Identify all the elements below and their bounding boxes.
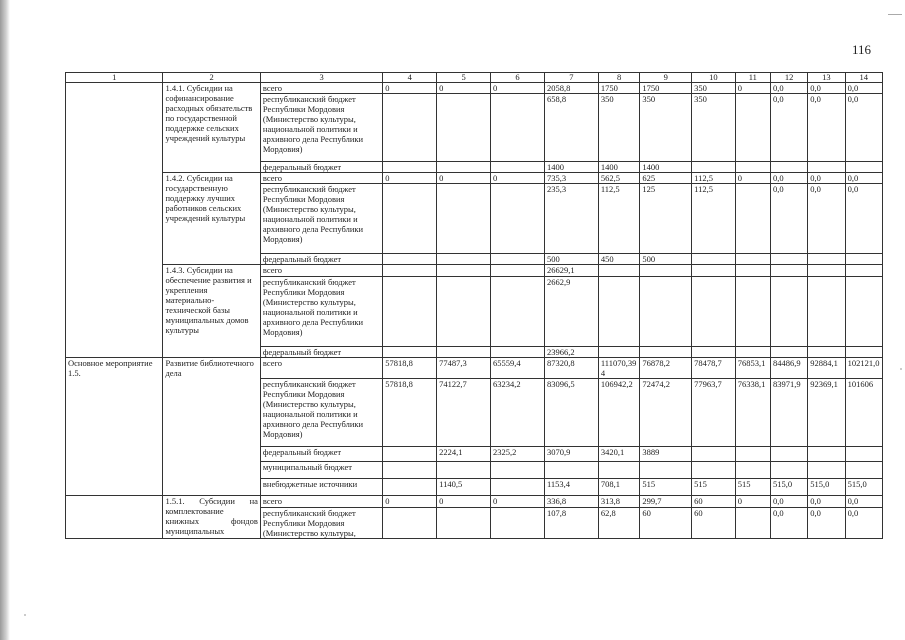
table-row bbox=[66, 83, 883, 94]
column-header: 9 bbox=[640, 73, 692, 83]
value-cell: 0 bbox=[383, 496, 437, 508]
subsidy-name: 1.4.3. Субсидии на обеспечение развития и укрепления материально-технической базы муниципальных домов культуры bbox=[163, 265, 260, 358]
subsidy-name: Развитие библиотечного дела bbox=[163, 358, 260, 496]
column-header: 5 bbox=[437, 73, 491, 83]
value-cell bbox=[845, 265, 882, 277]
value-cell bbox=[735, 184, 770, 254]
value-cell: 515 bbox=[735, 479, 770, 496]
value-cell bbox=[735, 254, 770, 265]
value-cell: 0,0 bbox=[770, 94, 807, 162]
value-cell: 0,0 bbox=[845, 94, 882, 162]
value-cell bbox=[491, 479, 545, 496]
value-cell bbox=[491, 94, 545, 162]
scan-corner-mark bbox=[888, 14, 902, 15]
value-cell: 515,0 bbox=[770, 479, 807, 496]
value-cell: 3070,9 bbox=[544, 447, 598, 462]
column-header: 8 bbox=[598, 73, 639, 83]
value-cell: 57818,8 bbox=[383, 379, 437, 447]
value-cell: 735,3 bbox=[544, 173, 598, 184]
value-cell bbox=[437, 184, 491, 254]
funding-source: всего bbox=[260, 265, 382, 277]
value-cell bbox=[845, 254, 882, 265]
value-cell: 625 bbox=[640, 173, 692, 184]
scan-speck bbox=[24, 614, 26, 616]
value-cell: 112,5 bbox=[598, 184, 639, 254]
table-row bbox=[66, 265, 883, 277]
value-cell bbox=[491, 347, 545, 358]
value-cell: 92369,1 bbox=[808, 379, 845, 447]
value-cell: 0 bbox=[437, 173, 491, 184]
value-cell: 0 bbox=[383, 173, 437, 184]
value-cell bbox=[770, 265, 807, 277]
value-cell bbox=[640, 347, 692, 358]
value-cell: 350 bbox=[598, 94, 639, 162]
value-cell bbox=[808, 347, 845, 358]
value-cell bbox=[491, 508, 545, 539]
value-cell bbox=[735, 277, 770, 347]
value-cell: 60 bbox=[692, 508, 736, 539]
table-row bbox=[66, 173, 883, 184]
value-cell bbox=[437, 277, 491, 347]
value-cell: 0 bbox=[735, 83, 770, 94]
value-cell bbox=[640, 277, 692, 347]
value-cell: 0,0 bbox=[770, 496, 807, 508]
value-cell: 235,3 bbox=[544, 184, 598, 254]
value-cell: 1750 bbox=[598, 83, 639, 94]
value-cell bbox=[383, 347, 437, 358]
value-cell: 0,0 bbox=[808, 496, 845, 508]
budget-table bbox=[65, 72, 883, 539]
value-cell bbox=[735, 265, 770, 277]
value-cell bbox=[383, 184, 437, 254]
value-cell: 0,0 bbox=[845, 173, 882, 184]
value-cell: 125 bbox=[640, 184, 692, 254]
value-cell bbox=[437, 265, 491, 277]
value-cell: 65559,4 bbox=[491, 358, 545, 379]
value-cell bbox=[491, 184, 545, 254]
value-cell: 0,0 bbox=[845, 508, 882, 539]
value-cell bbox=[598, 347, 639, 358]
value-cell: 708,1 bbox=[598, 479, 639, 496]
value-cell: 63234,2 bbox=[491, 379, 545, 447]
value-cell: 0,0 bbox=[770, 173, 807, 184]
value-cell: 0,0 bbox=[770, 184, 807, 254]
value-cell bbox=[692, 265, 736, 277]
table-row bbox=[66, 358, 883, 379]
funding-source: республиканский бюджет Республики Мордовия (Министерство культуры, национальной политики и архивного дела Республики Мордовия) bbox=[260, 277, 382, 347]
value-cell: 0 bbox=[437, 83, 491, 94]
value-cell bbox=[383, 479, 437, 496]
column-header: 11 bbox=[735, 73, 770, 83]
column-header-row bbox=[66, 73, 883, 83]
value-cell bbox=[437, 347, 491, 358]
value-cell: 1400 bbox=[544, 162, 598, 173]
value-cell bbox=[383, 462, 437, 479]
value-cell bbox=[770, 447, 807, 462]
value-cell: 299,7 bbox=[640, 496, 692, 508]
value-cell bbox=[692, 162, 736, 173]
column-header: 14 bbox=[845, 73, 882, 83]
value-cell: 658,8 bbox=[544, 94, 598, 162]
value-cell bbox=[845, 162, 882, 173]
value-cell bbox=[491, 162, 545, 173]
value-cell: 84486,9 bbox=[770, 358, 807, 379]
value-cell: 102121,0 bbox=[845, 358, 882, 379]
value-cell: 57818,8 bbox=[383, 358, 437, 379]
value-cell bbox=[770, 462, 807, 479]
value-cell bbox=[491, 277, 545, 347]
value-cell bbox=[735, 462, 770, 479]
value-cell: 60 bbox=[640, 508, 692, 539]
value-cell bbox=[735, 162, 770, 173]
value-cell: 0 bbox=[735, 496, 770, 508]
value-cell bbox=[640, 462, 692, 479]
value-cell bbox=[770, 347, 807, 358]
value-cell: 0 bbox=[491, 496, 545, 508]
value-cell bbox=[383, 94, 437, 162]
value-cell: 60 bbox=[692, 496, 736, 508]
value-cell: 0 bbox=[735, 173, 770, 184]
value-cell: 350 bbox=[692, 83, 736, 94]
value-cell bbox=[437, 254, 491, 265]
value-cell: 500 bbox=[544, 254, 598, 265]
page-number: 116 bbox=[852, 42, 872, 57]
value-cell bbox=[544, 462, 598, 479]
value-cell: 77963,7 bbox=[692, 379, 736, 447]
value-cell: 3420,1 bbox=[598, 447, 639, 462]
value-cell bbox=[437, 94, 491, 162]
value-cell: 112,5 bbox=[692, 184, 736, 254]
funding-source: всего bbox=[260, 358, 382, 379]
value-cell: 0 bbox=[437, 496, 491, 508]
measure-cell-empty bbox=[66, 83, 163, 358]
value-cell bbox=[383, 265, 437, 277]
value-cell: 2058,8 bbox=[544, 83, 598, 94]
value-cell: 0,0 bbox=[845, 496, 882, 508]
funding-source: республиканский бюджет Республики Мордовия (Министерство культуры, национальной политики и архивного дела Республики Мордовия) bbox=[260, 94, 382, 162]
value-cell: 92884,1 bbox=[808, 358, 845, 379]
value-cell: 336,8 bbox=[544, 496, 598, 508]
value-cell bbox=[808, 162, 845, 173]
funding-source: федеральный бюджет bbox=[260, 254, 382, 265]
value-cell: 0,0 bbox=[770, 508, 807, 539]
value-cell bbox=[845, 347, 882, 358]
value-cell: 23966,2 bbox=[544, 347, 598, 358]
value-cell bbox=[491, 254, 545, 265]
value-cell: 77487,3 bbox=[437, 358, 491, 379]
value-cell: 107,8 bbox=[544, 508, 598, 539]
value-cell: 1400 bbox=[640, 162, 692, 173]
value-cell bbox=[383, 508, 437, 539]
subsidy-name: 1.4.1. Субсидии на софинансирование расходных обязательств по государственной поддержке сельских учреждений культуры bbox=[163, 83, 260, 173]
value-cell bbox=[692, 347, 736, 358]
scan-edge-shadow bbox=[0, 0, 10, 640]
funding-source: федеральный бюджет bbox=[260, 447, 382, 462]
value-cell bbox=[808, 277, 845, 347]
value-cell bbox=[770, 254, 807, 265]
value-cell bbox=[808, 254, 845, 265]
value-cell: 515,0 bbox=[845, 479, 882, 496]
value-cell bbox=[491, 265, 545, 277]
column-header: 2 bbox=[163, 73, 260, 83]
column-header: 13 bbox=[808, 73, 845, 83]
value-cell: 0,0 bbox=[808, 508, 845, 539]
value-cell: 350 bbox=[692, 94, 736, 162]
funding-source: внебюджетные источники bbox=[260, 479, 382, 496]
value-cell: 76853,1 bbox=[735, 358, 770, 379]
value-cell: 350 bbox=[640, 94, 692, 162]
value-cell bbox=[640, 265, 692, 277]
subsidy-name: 1.4.2. Субсидии на государственную поддержку лучших работников сельских учреждений культуры bbox=[163, 173, 260, 265]
funding-source: всего bbox=[260, 83, 382, 94]
value-cell bbox=[437, 162, 491, 173]
table-row bbox=[66, 496, 883, 508]
value-cell bbox=[808, 265, 845, 277]
value-cell bbox=[845, 462, 882, 479]
value-cell bbox=[735, 94, 770, 162]
value-cell: 2662,9 bbox=[544, 277, 598, 347]
value-cell: 106942,2 bbox=[598, 379, 639, 447]
value-cell: 1153,4 bbox=[544, 479, 598, 496]
value-cell bbox=[692, 254, 736, 265]
value-cell: 562,5 bbox=[598, 173, 639, 184]
value-cell: 101606 bbox=[845, 379, 882, 447]
value-cell: 111070,39 4 bbox=[598, 358, 639, 379]
column-header: 10 bbox=[692, 73, 736, 83]
value-cell: 26629,1 bbox=[544, 265, 598, 277]
value-cell bbox=[383, 447, 437, 462]
value-cell: 313,8 bbox=[598, 496, 639, 508]
value-cell bbox=[598, 462, 639, 479]
value-cell: 0,0 bbox=[770, 83, 807, 94]
funding-source: муниципальный бюджет bbox=[260, 462, 382, 479]
value-cell: 515 bbox=[640, 479, 692, 496]
value-cell: 72474,2 bbox=[640, 379, 692, 447]
value-cell bbox=[735, 447, 770, 462]
column-header: 1 bbox=[66, 73, 163, 83]
value-cell: 3889 bbox=[640, 447, 692, 462]
funding-source: республиканский бюджет Республики Мордовия (Министерство культуры, национальной политики и архивного дела Республики Мордовия) bbox=[260, 184, 382, 254]
value-cell: 0,0 bbox=[808, 94, 845, 162]
value-cell: 87320,8 bbox=[544, 358, 598, 379]
funding-source: всего bbox=[260, 173, 382, 184]
value-cell bbox=[437, 462, 491, 479]
value-cell bbox=[692, 277, 736, 347]
value-cell bbox=[845, 277, 882, 347]
value-cell: 76878,2 bbox=[640, 358, 692, 379]
value-cell: 450 bbox=[598, 254, 639, 265]
funding-source: всего bbox=[260, 496, 382, 508]
funding-source: федеральный бюджет bbox=[260, 347, 382, 358]
funding-source: республиканский бюджет Республики Мордовия (Министерство культуры, национальной политики и архивного дела Республики Мордовия) bbox=[260, 379, 382, 447]
value-cell: 76338,1 bbox=[735, 379, 770, 447]
value-cell: 2325,2 bbox=[491, 447, 545, 462]
scan-speck bbox=[900, 368, 902, 370]
value-cell: 0,0 bbox=[808, 173, 845, 184]
value-cell bbox=[598, 277, 639, 347]
value-cell: 74122,7 bbox=[437, 379, 491, 447]
value-cell: 1400 bbox=[598, 162, 639, 173]
column-header: 6 bbox=[491, 73, 545, 83]
value-cell bbox=[770, 162, 807, 173]
funding-source: республиканский бюджет Республики Мордовия (Министерство культуры, bbox=[260, 508, 382, 539]
value-cell: 0,0 bbox=[808, 83, 845, 94]
value-cell: 83971,9 bbox=[770, 379, 807, 447]
value-cell: 83096,5 bbox=[544, 379, 598, 447]
value-cell: 1140,5 bbox=[437, 479, 491, 496]
value-cell bbox=[491, 462, 545, 479]
value-cell: 0,0 bbox=[808, 184, 845, 254]
funding-source: федеральный бюджет bbox=[260, 162, 382, 173]
value-cell bbox=[383, 277, 437, 347]
value-cell bbox=[770, 277, 807, 347]
value-cell: 515 bbox=[692, 479, 736, 496]
value-cell: 0,0 bbox=[845, 184, 882, 254]
value-cell bbox=[735, 347, 770, 358]
value-cell: 112,5 bbox=[692, 173, 736, 184]
value-cell: 515,0 bbox=[808, 479, 845, 496]
value-cell: 62,8 bbox=[598, 508, 639, 539]
value-cell bbox=[692, 462, 736, 479]
value-cell bbox=[808, 462, 845, 479]
value-cell bbox=[598, 265, 639, 277]
value-cell bbox=[735, 508, 770, 539]
value-cell: 78478,7 bbox=[692, 358, 736, 379]
value-cell bbox=[437, 508, 491, 539]
value-cell: 500 bbox=[640, 254, 692, 265]
value-cell bbox=[808, 447, 845, 462]
value-cell bbox=[383, 254, 437, 265]
value-cell bbox=[845, 447, 882, 462]
measure-label: Основное мероприятие 1.5. bbox=[66, 358, 163, 496]
measure-cell-empty bbox=[66, 496, 163, 539]
value-cell: 0 bbox=[383, 83, 437, 94]
value-cell: 0 bbox=[491, 83, 545, 94]
value-cell bbox=[692, 447, 736, 462]
value-cell: 0,0 bbox=[845, 83, 882, 94]
column-header: 3 bbox=[260, 73, 382, 83]
value-cell: 0 bbox=[491, 173, 545, 184]
value-cell: 2224,1 bbox=[437, 447, 491, 462]
column-header: 12 bbox=[770, 73, 807, 83]
value-cell bbox=[383, 162, 437, 173]
value-cell: 1750 bbox=[640, 83, 692, 94]
subsidy-name: 1.5.1. Субсидии на комплектование книжных фондов муниципальных bbox=[163, 496, 260, 539]
column-header: 4 bbox=[383, 73, 437, 83]
column-header: 7 bbox=[544, 73, 598, 83]
